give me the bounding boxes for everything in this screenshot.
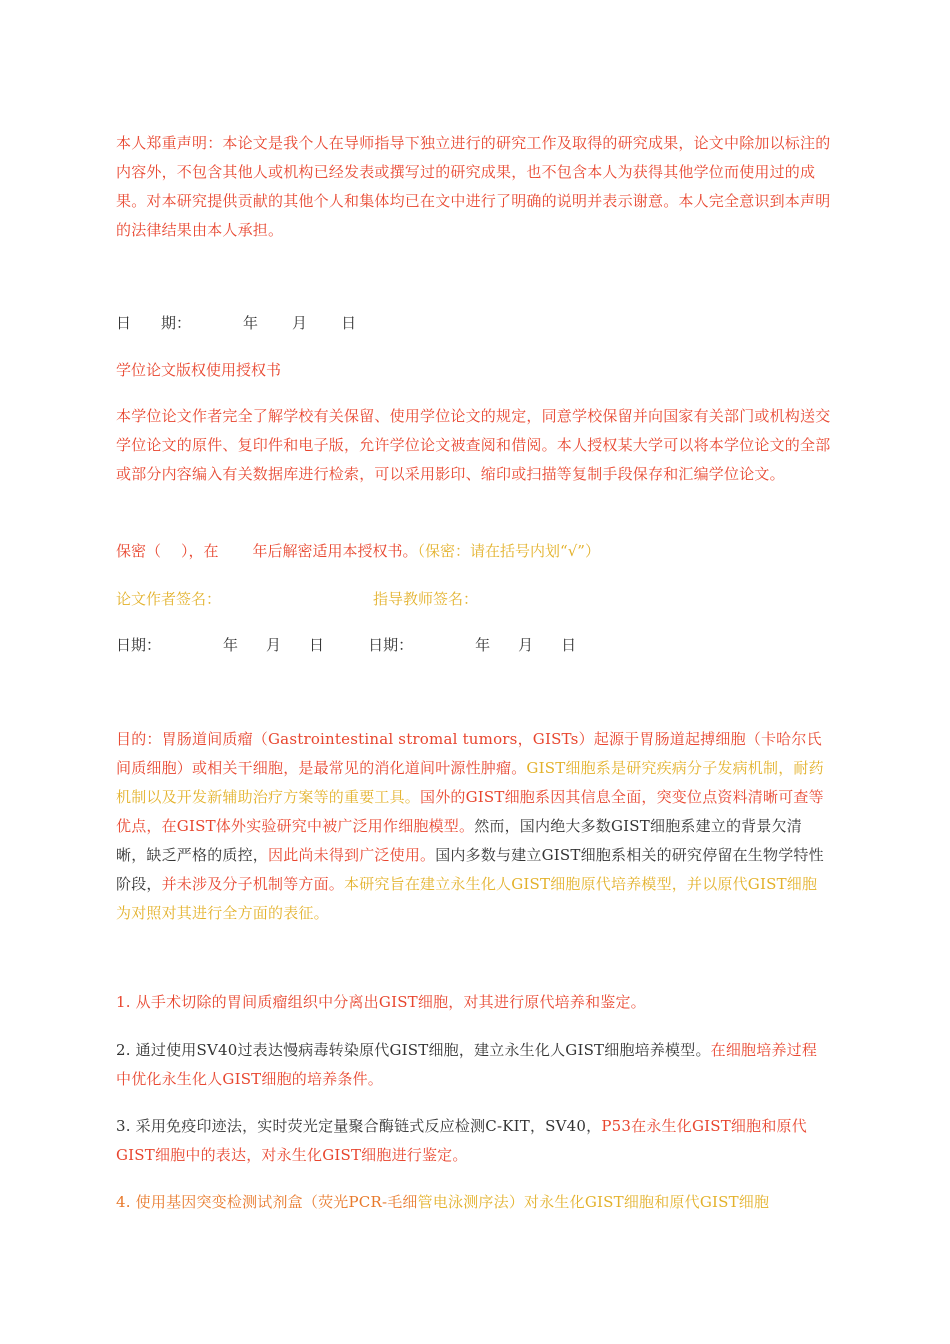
item-2-part-b: 在细胞培养过程中优化永生化人GIST细胞的培养条件。: [116, 1041, 818, 1088]
objective-paragraph: [116, 725, 832, 928]
date-label-qi: 期：: [161, 314, 192, 332]
date-day: 日: [341, 314, 357, 332]
author-date-month: 月: [266, 636, 282, 654]
dates-line: [116, 635, 576, 655]
secrecy-part2: ），在: [181, 542, 219, 560]
declaration-paragraph: 本人郑重声明：本论文是我个人在导师指导下独立进行的研究工作及取得的研究成果，论文中除加以标注的内容外，不包含其他人或机构已经发表或撰写过的研究成果，也不包含本人为获得其他学位而使用过的成果。对本研究提供贡献的其他个人和集体均已在文中进行了明确的说明并表示谢意。本人完全意识到本声明的法律结果由本人承担。: [116, 134, 831, 239]
date-year: 年: [243, 314, 259, 332]
objective-s1: 目的：胃肠道间质瘤（Gastrointestinal stromal tumors，GISTs）起源于胃肠道起搏细胞（卡哈尔氏间质细胞）或相关干细胞，是最常见的消化道间叶源性肿瘤。: [116, 730, 822, 777]
item-4-part-b: 管电泳测序法）对永生化GIST细胞和原代GIST细胞: [417, 1193, 770, 1211]
auth-body-paragraph: 本学位论文作者完全了解学校有关保留、使用学位论文的规定，同意学校保留并向国家有关部门或机构送交学位论文的原件、复印件和电子版，允许学位论文被查阅和借阅。本人授权某大学可以将本学位论文的全部或部分内容编入有关数据库进行检索，可以采用影印、缩印或扫描等复制手段保存和汇编学位论文。: [116, 407, 831, 483]
signature-line: [116, 589, 478, 609]
auth-title: 学位论文版权使用授权书: [116, 361, 282, 379]
objective-s5: 因此尚未得到广泛使用。: [268, 846, 436, 864]
item-1: 1. 从手术切除的胃间质瘤组织中分离出GIST细胞，对其进行原代培养和鉴定。: [116, 993, 646, 1011]
objective-s6: 国内多数与建立GIST细胞系相关的研究停留在生物学特性阶段，: [116, 846, 824, 893]
item-3-part-b: P53在永生化GIST细胞和原代GIST细胞中的表达，对永生化GIST细胞进行鉴定。: [116, 1117, 807, 1164]
objective-s2: GIST细胞系是研究疾病分子发病机制，耐药机制以及开发新辅助治疗方案等的重要工具。: [116, 759, 824, 806]
date-label-ri: 日: [116, 314, 132, 332]
secrecy-note: （保密：请在括号内划“√”）: [417, 542, 600, 560]
item-2-part-a: 2. 通过使用SV40过表达慢病毒转染原代GIST细胞，建立永生化人GIST细胞培养模型。: [116, 1041, 711, 1059]
secrecy-part3: 年后解密适用本授权书。: [252, 542, 418, 560]
author-date-day: 日: [309, 636, 325, 654]
supervisor-date-day: 日: [561, 636, 577, 654]
supervisor-date-label: 日期：: [368, 636, 414, 654]
secrecy-part1: 保密（: [116, 542, 162, 560]
item-4-part-a: 4. 使用基因突变检测试剂盒（荧光PCR-毛细: [116, 1193, 418, 1211]
author-date-label: 日期：: [116, 636, 162, 654]
secrecy-line: [116, 541, 600, 561]
supervisor-date-year: 年: [475, 636, 491, 654]
supervisor-signature-label: 指导教师签名：: [373, 590, 479, 608]
item-3-part-a: 3. 采用免疫印迹法，实时荧光定量聚合酶链式反应检测C-KIT，SV40，: [116, 1117, 602, 1135]
supervisor-date-month: 月: [518, 636, 534, 654]
date-line: [116, 313, 356, 333]
item-4: [116, 1188, 832, 1217]
item-2: [116, 1036, 832, 1094]
objective-s7: 并未涉及分子机制等方面。: [161, 875, 345, 893]
objective-s4: 然而，国内绝大多数GIST细胞系建立的背景欠清晰，缺乏严格的质控，: [116, 817, 802, 864]
author-signature-label: 论文作者签名：: [116, 590, 222, 608]
objective-s8: 本研究旨在建立永生化人GIST细胞原代培养模型，并以原代GIST细胞为对照对其进行全方面的表征。: [116, 875, 818, 922]
date-month: 月: [292, 314, 308, 332]
objective-s3: 国外的GIST细胞系因其信息全面，突变位点资料清晰可查等优点，在GIST体外实验研究中被广泛用作细胞模型。: [116, 788, 824, 835]
author-date-year: 年: [223, 636, 239, 654]
item-3: [116, 1112, 832, 1170]
